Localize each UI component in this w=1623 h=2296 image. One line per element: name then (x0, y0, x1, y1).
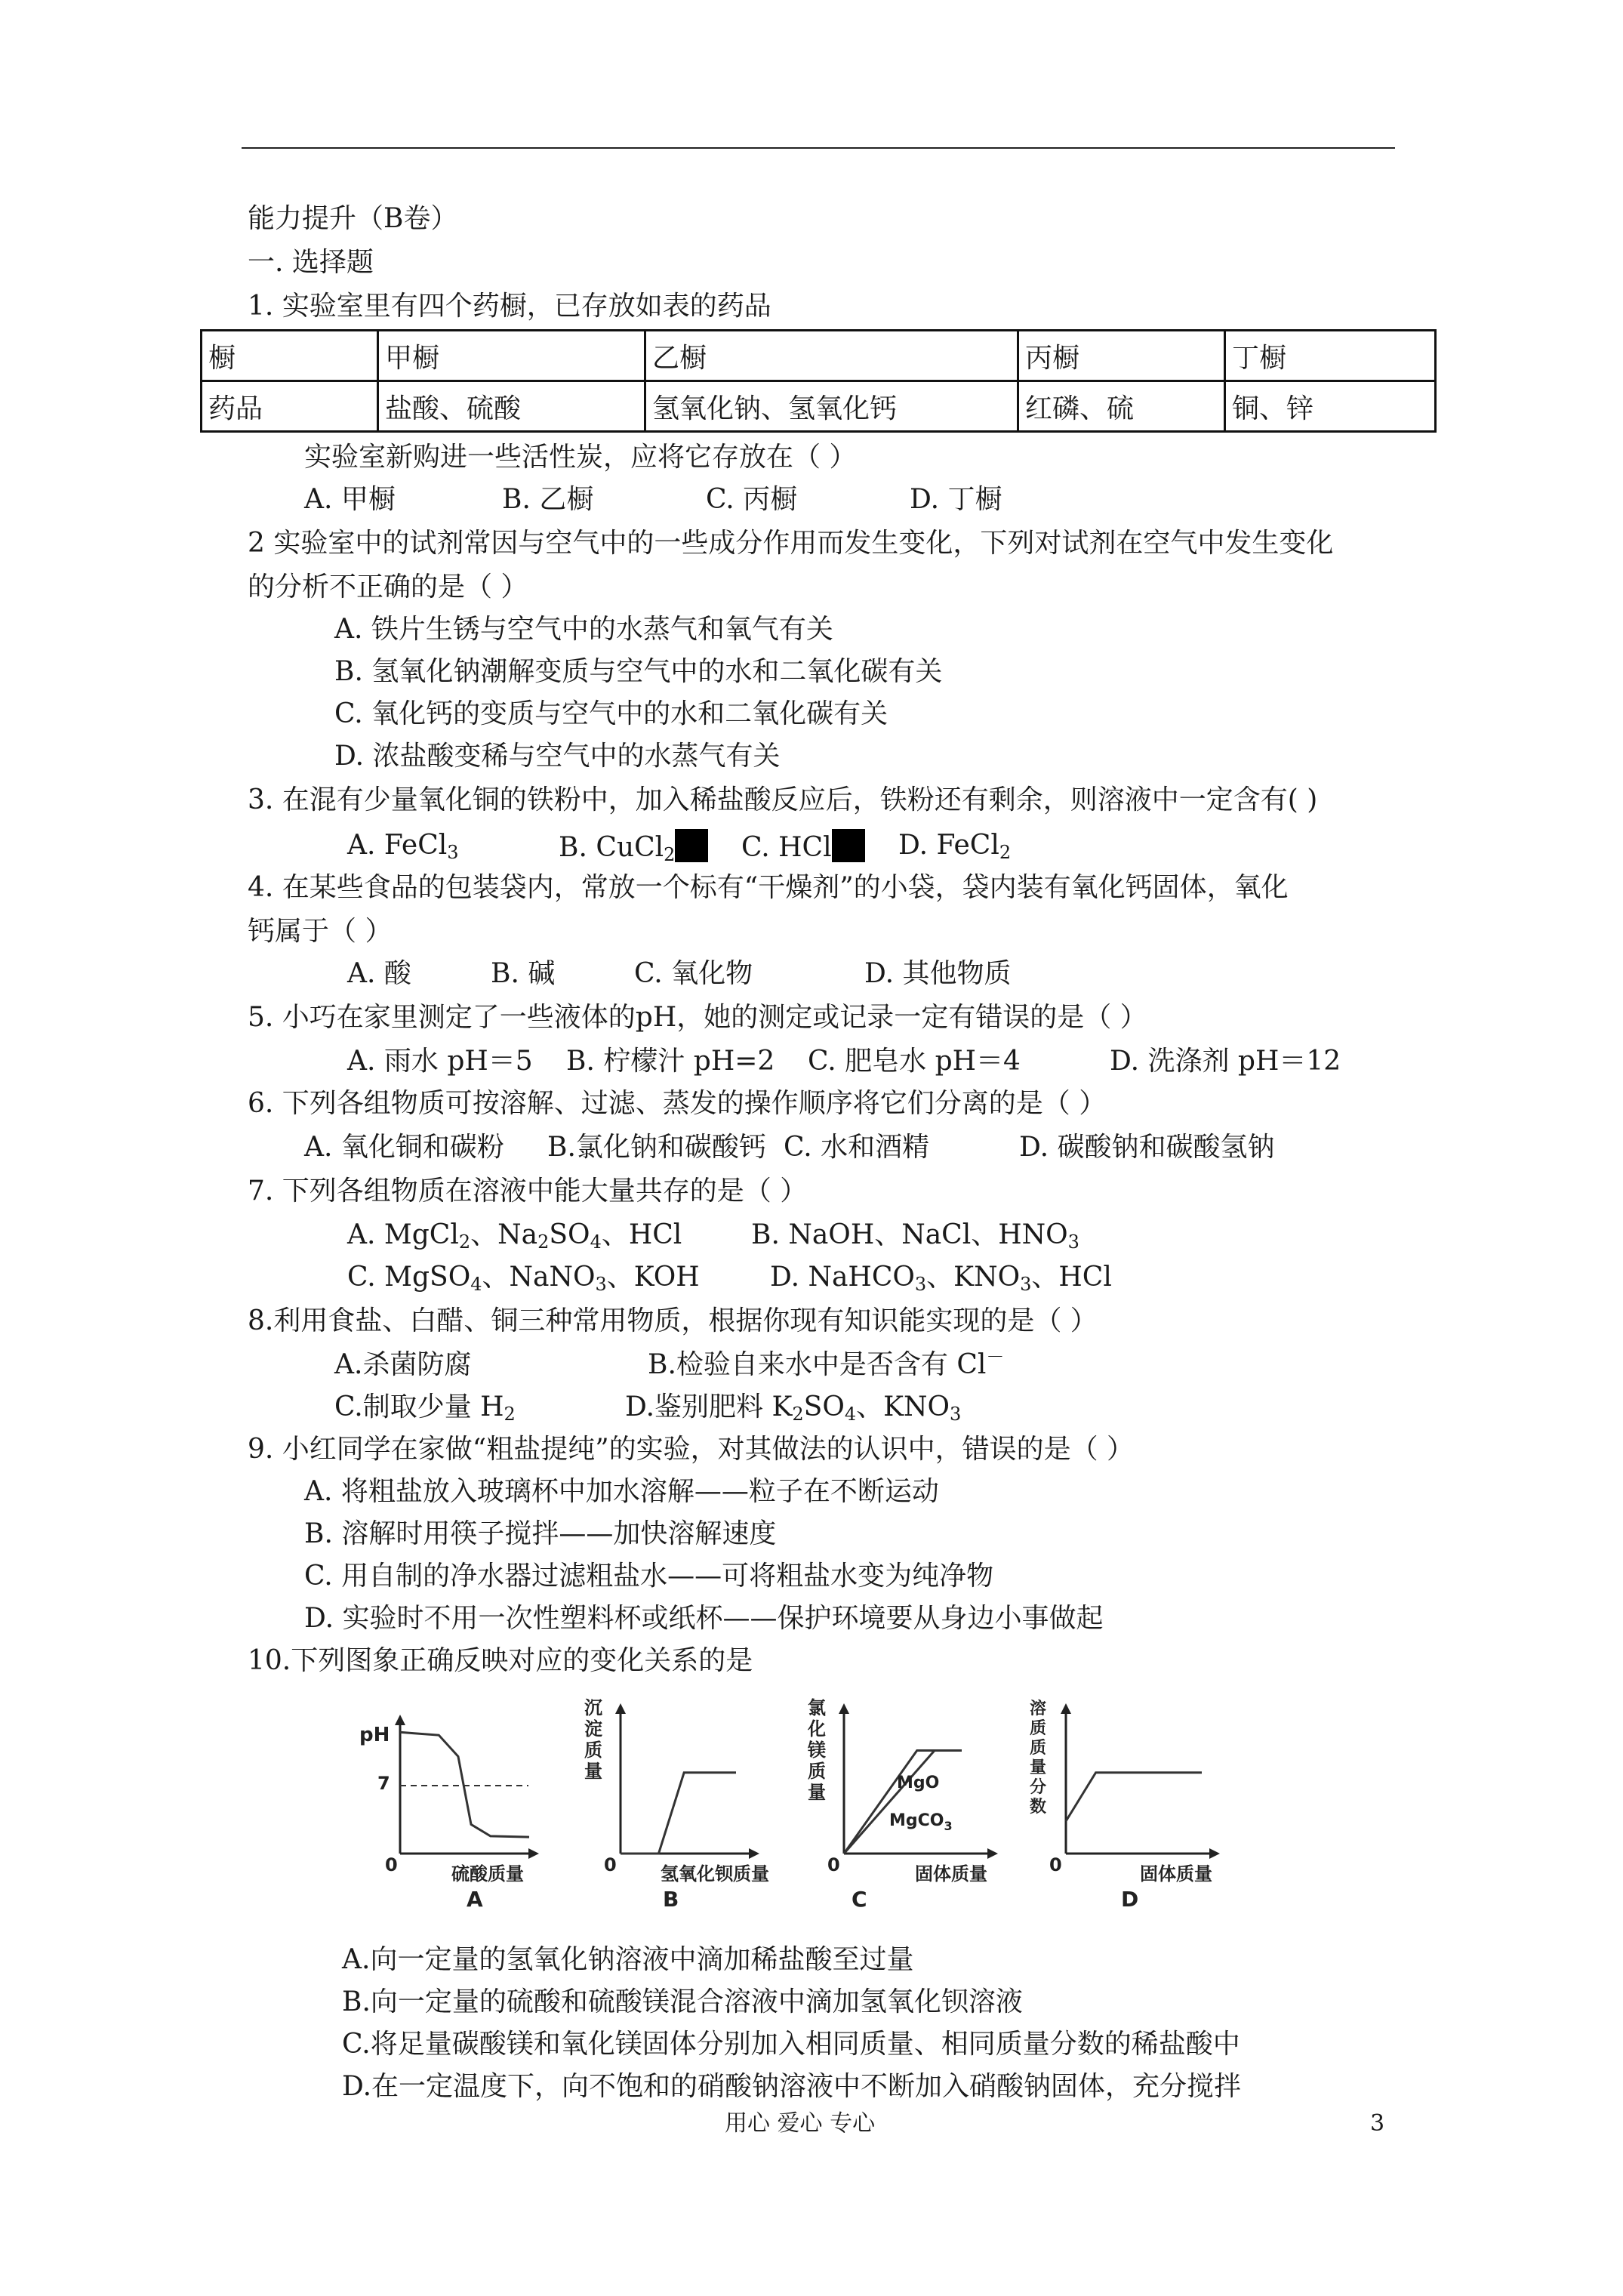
q4-stem-1: 4. 在某些食品的包装袋内，常放一个标有“干燥剂”的小袋，袋内装有氧化钙固体，氧化 (248, 872, 1289, 903)
q10-option-d: D.在一定温度下，向不饱和的硝酸钠溶液中不断加入硝酸钠固体，充分搅拌 (342, 2071, 1242, 2102)
chart-b-panel-label: B (663, 1887, 679, 1912)
y-axis-arrow (615, 1703, 626, 1714)
chart-a-ytick: 7 (377, 1773, 390, 1794)
chart-d-origin: 0 (1049, 1854, 1062, 1875)
q10-option-c: C.将足量碳酸镁和氧化镁固体分别加入相同质量、相同质量分数的稀盐酸中 (342, 2029, 1240, 2060)
q1-option-c: C. 丙橱 (706, 484, 798, 515)
chart-b (574, 1691, 800, 1918)
chart-a-xlabel: 硫酸质量 (451, 1863, 524, 1885)
q3-option-b: B. CuCl$_2$ (559, 829, 708, 864)
q10-stem: 10.下列图象正确反映对应的变化关系的是 (248, 1645, 753, 1676)
q1-option-d: D. 丁橱 (910, 484, 1002, 515)
q5-option-d: D. 洗涤剂 pH＝12 (1110, 1046, 1341, 1077)
x-axis-arrow (1209, 1848, 1220, 1859)
chart-c-origin: 0 (827, 1854, 840, 1875)
table-cell: 盐酸、硫酸 (378, 381, 645, 432)
q6-stem: 6. 下列各组物质可按溶解、过滤、蒸发的操作顺序将它们分离的是（ ） (248, 1088, 1107, 1119)
q1-stem: 1. 实验室里有四个药橱，已存放如表的药品 (248, 291, 771, 322)
footer-motto: 用心 爱心 专心 (725, 2110, 876, 2137)
part-title: 一. 选择题 (248, 247, 374, 278)
mgco3-line (844, 1751, 935, 1854)
q8-stem: 8.利用食盐、白醋、铜三种常用物质，根据你现有知识能实现的是（ ） (248, 1305, 1098, 1336)
q1-question: 实验室新购进一些活性炭，应将它存放在（ ） (304, 442, 857, 473)
q3-option-d: D. FeCl$_2$ (898, 830, 1012, 863)
chart-c-xlabel: 固体质量 (915, 1863, 987, 1885)
q3-stem: 3. 在混有少量氧化铜的铁粉中，加入稀盐酸反应后，铁粉还有剩余，则溶液中一定含有( ) (248, 784, 1318, 815)
chart-c-panel-label: C (852, 1887, 867, 1912)
table-row (202, 331, 1436, 381)
precipitate-line (621, 1773, 736, 1854)
q6-option-d: D. 碳酸钠和碳酸氢钠 (1019, 1132, 1275, 1163)
q7-option-c: C. MgSO$_4$、NaNO$_3$、KOH (347, 1262, 700, 1295)
table-row (202, 381, 1436, 432)
mgo-legend-label: MgO (897, 1774, 940, 1792)
table-cell: 橱 (202, 331, 378, 381)
chart-d (1019, 1691, 1246, 1918)
redaction-box (832, 829, 865, 862)
q8-option-c: C.制取少量 $H_2$ (334, 1391, 516, 1425)
q7-stem: 7. 下列各组物质在溶液中能大量共存的是（ ） (248, 1176, 808, 1207)
table-cell: 药品 (202, 381, 378, 432)
q5-option-a: A. 雨水 pH＝5 (347, 1046, 533, 1077)
x-axis-arrow (749, 1848, 759, 1859)
chart-c-ylabel: 氯化镁质量 (808, 1697, 826, 1803)
q2-option-a: A. 铁片生锈与空气中的水蒸气和氧气有关 (334, 614, 833, 645)
table-cell: 丙橱 (1018, 331, 1225, 381)
x-axis-arrow (987, 1848, 998, 1859)
q2-option-d: D. 浓盐酸变稀与空气中的水蒸气有关 (334, 741, 781, 772)
y-axis-arrow (1061, 1703, 1071, 1714)
redaction-box (675, 829, 708, 862)
q7-option-b: B. NaOH、NaCl、$HNO_3$ (751, 1219, 1079, 1253)
q7-option-a: A. MgCl$_2$、$Na_2SO_4$、HCl (347, 1219, 682, 1253)
y-axis-arrow (839, 1703, 849, 1714)
chart-b-ylabel: 沉淀质量 (584, 1697, 602, 1782)
q4-option-d: D. 其他物质 (864, 958, 1012, 989)
drug-cabinet-table (200, 329, 1437, 433)
section-title: 能力提升（B卷） (248, 203, 458, 234)
q9-option-c: C. 用自制的净水器过滤粗盐水——可将粗盐水变为纯净物 (304, 1561, 994, 1592)
table-cell: 铜、锌 (1225, 381, 1436, 432)
chart-b-xlabel: 氢氧化钡质量 (661, 1863, 769, 1885)
chart-d-xlabel: 固体质量 (1140, 1863, 1212, 1885)
x-axis-arrow (528, 1848, 539, 1859)
q1-option-a: A. 甲橱 (304, 484, 396, 515)
q9-option-d: D. 实验时不用一次性塑料杯或纸杯——保护环境要从身边小事做起 (304, 1603, 1104, 1634)
mgo-line (844, 1751, 962, 1854)
table-cell: 乙橱 (645, 331, 1018, 381)
chart-a-panel-label: A (467, 1887, 483, 1912)
q2-option-b: B. 氢氧化钠潮解变质与空气中的水和二氧化碳有关 (334, 656, 943, 687)
q4-option-a: A. 酸 (347, 958, 411, 989)
q2-stem-2: 的分析不正确的是（ ） (248, 572, 528, 603)
q10-option-a: A.向一定量的氢氧化钠溶液中滴加稀盐酸至过量 (342, 1944, 914, 1975)
header-rule (242, 147, 1395, 149)
q8-option-a: A.杀菌防腐 (334, 1349, 472, 1380)
chart-a-ylabel: pH (359, 1724, 390, 1746)
q5-option-c: C. 肥皂水 pH＝4 (808, 1046, 1021, 1077)
chart-d-ylabel: 溶质质量分数 (1030, 1700, 1047, 1817)
mass-fraction-line (1066, 1773, 1202, 1821)
q2-stem-1: 2 实验室中的试剂常因与空气中的一些成分作用而发生变化，下列对试剂在空气中发生变化 (248, 528, 1334, 559)
q5-stem: 5. 小巧在家里测定了一些液体的pH，她的测定或记录一定有错误的是（ ） (248, 1002, 1147, 1033)
q9-stem: 9. 小红同学在家做“粗盐提纯”的实验，对其做法的认识中，错误的是（ ） (248, 1434, 1135, 1465)
chart-b-origin: 0 (604, 1854, 617, 1875)
q4-stem-2: 钙属于（ ） (248, 916, 393, 947)
chart-a (355, 1691, 551, 1918)
q4-option-b: B. 碱 (491, 958, 556, 989)
q3-option-c: C. HCl (741, 829, 865, 864)
q9-option-a: A. 将粗盐放入玻璃杯中加水溶解——粒子在不断运动 (304, 1476, 939, 1507)
table-cell: 丁橱 (1225, 331, 1436, 381)
chart-d-panel-label: D (1121, 1887, 1139, 1912)
ph-curve (400, 1732, 529, 1837)
q5-option-b: B. 柠檬汁 pH=2 (566, 1046, 775, 1077)
chart-a-origin: 0 (385, 1854, 398, 1875)
q6-option-c: C. 水和酒精 (784, 1132, 930, 1163)
page-number: 3 (1370, 2110, 1385, 2137)
q7-option-d: D. NaHCO$_3$、$KNO_3$、HCl (770, 1262, 1112, 1295)
q10-option-b: B.向一定量的硫酸和硫酸镁混合溶液中滴加氢氧化钡溶液 (342, 1986, 1023, 2017)
q8-option-d: D.鉴别肥料 $K_2SO_4$、$KNO_3$ (625, 1391, 962, 1425)
q9-option-b: B. 溶解时用筷子搅拌——加快溶解速度 (304, 1518, 777, 1549)
chart-c (800, 1691, 1034, 1918)
q1-option-b: B. 乙橱 (502, 484, 594, 515)
mgco3-legend-label: MgCO$_3$ (889, 1811, 953, 1833)
q8-option-b: B.检验自来水中是否含有 Cl－ (648, 1346, 1005, 1380)
q6-option-a: A. 氧化铜和碳粉 (304, 1132, 504, 1163)
q3-option-a: A. FeCl$_3$ (347, 830, 459, 863)
table-cell: 氢氧化钠、氢氧化钙 (645, 381, 1018, 432)
q4-option-c: C. 氧化物 (634, 958, 753, 989)
table-cell: 红磷、硫 (1018, 381, 1225, 432)
table-cell: 甲橱 (378, 331, 645, 381)
y-axis-arrow (395, 1715, 405, 1725)
q6-option-b: B.氯化钠和碳酸钙 (547, 1132, 766, 1163)
q2-option-c: C. 氧化钙的变质与空气中的水和二氧化碳有关 (334, 698, 888, 729)
